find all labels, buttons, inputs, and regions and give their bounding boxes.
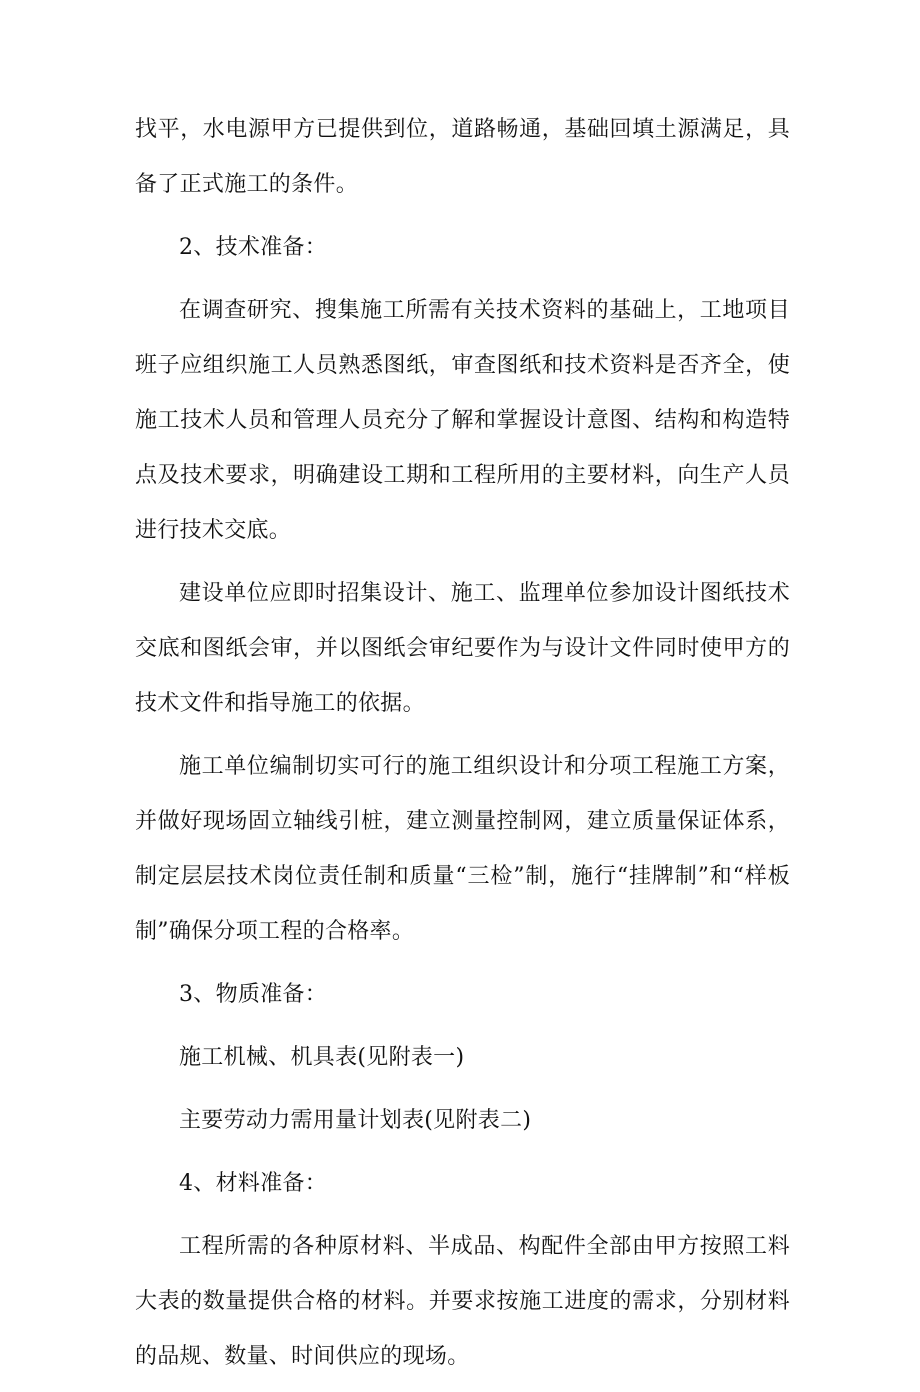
paragraph-technical-research: 在调查研究、搜集施工所需有关技术资料的基础上，工地项目班子应组织施工人员熟悉图纸，审查图纸和技术资料是否齐全，使施工技术人员和管理人员充分了解和掌握设计意图、结构和构造特点及技术要求，明确建设工期和工程所用的主要材料，向生产人员进行技术交底。 bbox=[135, 298, 790, 543]
paragraph-construction-plan: 施工单位编制切实可行的施工组织设计和分项工程施工方案，并做好现场固立轴线引桩，建立测量控制网，建立质量保证体系，制定层层技术岗位责任制和质量“三检”制，施行“挂牌制”和“样板制”确保分项工程的合格率。 bbox=[135, 754, 790, 944]
document-body bbox=[135, 102, 790, 1392]
paragraph-continuation: 找平，水电源甲方已提供到位，道路畅通，基础回填土源满足，具备了正式施工的条件。 bbox=[135, 117, 790, 197]
heading-materials-preparation: 4、材料准备： bbox=[179, 1171, 328, 1196]
paragraph-design-review: 建设单位应即时招集设计、施工、监理单位参加设计图纸技术交底和图纸会审，并以图纸会审纪要作为与设计文件同时使甲方的技术文件和指导施工的依据。 bbox=[135, 581, 790, 716]
heading-technical-preparation: 2、技术准备： bbox=[179, 235, 328, 260]
heading-material-preparation: 3、物质准备： bbox=[179, 982, 328, 1007]
paragraph-labor-table: 主要劳动力需用量计划表(见附表二) bbox=[179, 1108, 532, 1133]
paragraph-materials-supply: 工程所需的各种原材料、半成品、构配件全部由甲方按照工料大表的数量提供合格的材料。并要求按施工进度的需求，分别材料的品规、数量、时间供应的现场。 bbox=[135, 1234, 790, 1369]
paragraph-machinery-table: 施工机械、机具表(见附表一) bbox=[179, 1045, 465, 1070]
